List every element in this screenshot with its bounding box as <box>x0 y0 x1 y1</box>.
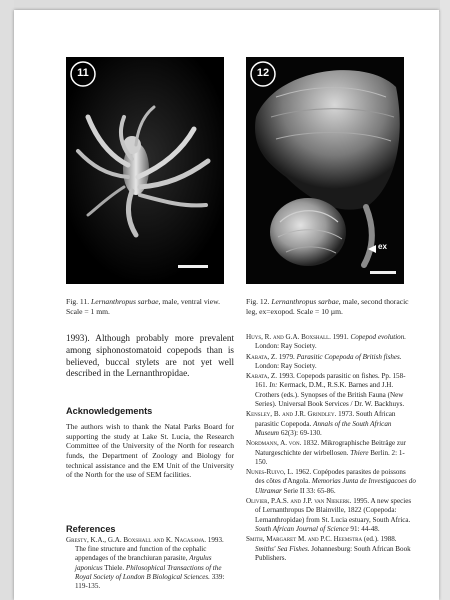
figure-11-badge: 11 <box>77 67 89 79</box>
viewer-left-gutter <box>0 0 14 600</box>
caption-rest: , male, second thoracic leg, ex=exopod. Scale = 10 µm. <box>246 297 409 316</box>
reference-entry: Nordmann, A. von. 1832. Mikrographische Beiträge zur Naturgeschichte der wirbellosen. Thiere Berlin. 2: 1-150. <box>246 439 406 466</box>
reference-entry: Huys, R. and G.A. Boxshall. 1991. Copepod evolution. London: Ray Society. <box>246 333 407 351</box>
body-paragraph: 1993). Although probably more prevalent among siphonostomatoid copepods than is believed, buccal stylets are not yet well described in the Lernanthropidae. <box>66 333 234 379</box>
caption-prefix: Fig. 12. <box>246 297 270 306</box>
reference-entry: Smith, Margaret M. and P.C. Heemstra (ed.). 1988. Smiths' Sea Fishes. Johannesburg: South African Book Publishers. <box>246 535 411 562</box>
reference-entry: Kabata, Z. 1993. Copepods parasitic on fishes. Pp. 158-161. In: Kermack, D.M., R.S.K. Barnes and J.H. Crothers (eds.). Synopses of the British Fauna (New Series). Universal Book Services / Dr. W. Backhuys. <box>246 372 406 409</box>
scale-bar <box>178 265 208 268</box>
caption-species: Lernanthropus sarbae <box>91 297 159 306</box>
reference-entry: Gresty, K.A., G.A. Boxshall and K. Nagasawa. 1993. The fine structure and function of the cephalic appendages of the branchiuran parasite, Argulus japonicus Thiele. Philosophical Transactions of the Royal Society of London B Biological Sciences. 339: 119-135. <box>66 535 225 591</box>
scale-bar <box>370 271 396 274</box>
figure-11-image <box>66 57 224 284</box>
caption-species: Lernanthropus sarbae <box>271 297 339 306</box>
acknowledgements-heading: Acknowledgements <box>66 406 153 417</box>
reference-entry: Olivier, P.A.S. and J.P. van Niekerk. 1995. A new species of Lernanthropus De Blainville, 1822 (Copepoda: Lernanthropidae) from St. Lucia estuary, South Africa. South African Journal of Science 91: 44-48. <box>246 497 412 533</box>
right-column <box>246 333 416 564</box>
document-page <box>14 10 439 600</box>
figure-12-photo <box>246 57 404 284</box>
acknowledgements-text: The authors wish to thank the Natal Parks Board for supporting the study at Lake St. Lucia, the Research Committee of the University of the North for research funds, the Department of Zoology and Biology for technical assistance and the EM Unit of the University of the North for the use of SEM facilities. <box>66 422 234 480</box>
figure-12-badge: 12 <box>256 67 270 79</box>
reference-entry: Nunes-Ruivo, L. 1962. Copépodes parasites de poissons des côtes d'Angola. Memorias Junta de Investigacoes do Ultramar Serie II 33: 65-86. <box>246 468 416 495</box>
reference-entry: Kabata, Z. 1979. Parasitic Copepoda of British fishes. London: Ray Society. <box>246 352 402 370</box>
references-heading: References <box>66 523 116 534</box>
reference-entry: Kensley, B. and J.R. Grindley. 1973. South African parasitic Copepoda. Annals of the South African Museum 62(3): 69-130. <box>246 410 396 437</box>
figure-12-caption <box>246 297 411 317</box>
left-column <box>66 333 234 593</box>
caption-prefix: Fig. 11. <box>66 297 90 306</box>
viewer-right-gutter <box>440 0 450 600</box>
figure-12-ex-label: ex <box>378 242 387 251</box>
figure-11-photo <box>66 57 224 284</box>
caption-rest: , male, ventral view. Scale = 1 mm. <box>66 297 220 316</box>
figure-11-caption <box>66 297 231 317</box>
